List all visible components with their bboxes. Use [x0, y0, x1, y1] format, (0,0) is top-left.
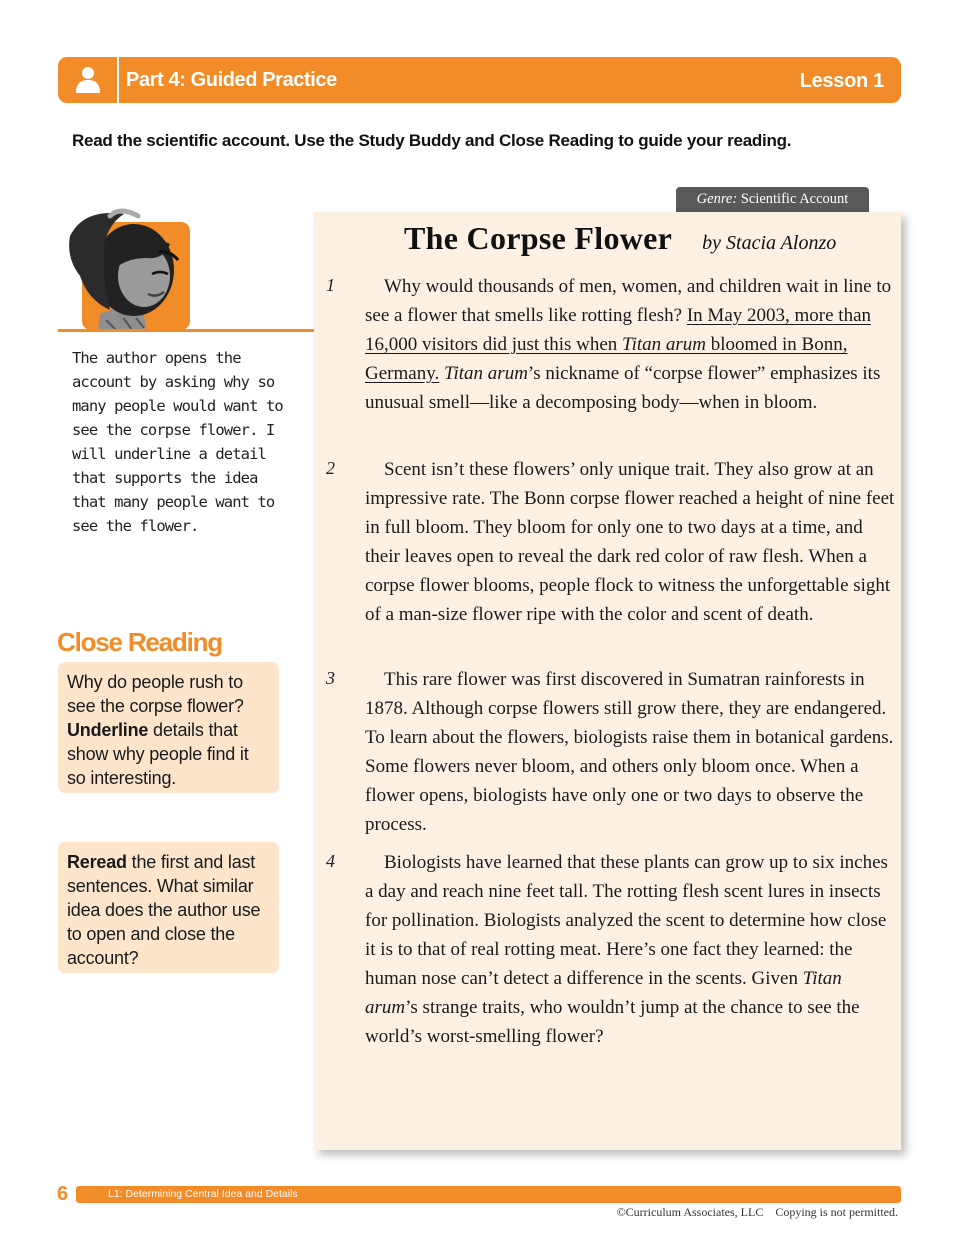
cr1-text-a: Why do people rush to see the corpse flower? [67, 672, 244, 716]
footer-label: L1: Determining Central Idea and Details [108, 1188, 298, 1200]
p1-text-c: ’s nickname of “corpse flower” emphasizes its unusual smell—like a decomposing body—when in bloom. [365, 363, 881, 413]
paragraph-number: 3 [326, 668, 335, 688]
study-buddy-rule [58, 329, 314, 332]
paragraph-4 [365, 848, 895, 1051]
cr1-text-b: details that show why people find it so interesting. [67, 720, 249, 788]
cr2-bold: Reread [67, 852, 127, 872]
close-reading-box-2 [58, 842, 279, 973]
footer-bar [76, 1186, 901, 1203]
instruction-text: Read the scientific account. Use the Study Buddy and Close Reading to guide your reading. [72, 131, 792, 150]
p4-italic: Titan arum [365, 968, 842, 1018]
p1-italic: Titan arum [443, 363, 528, 384]
cr1-bold: Underline [67, 720, 149, 740]
paragraph-number: 2 [326, 458, 335, 478]
part-label: Part 4: Guided Practice [126, 69, 337, 91]
cr2-text: the first and last sentences. What similar idea does the author use to open and close the account? [67, 852, 261, 968]
p4-text-b: ’s strange traits, who wouldn’t jump at the chance to see the world’s worst-smelling flower? [365, 997, 860, 1047]
genre-value: Scientific Account [740, 191, 849, 207]
story-title: The Corpse Flower [404, 220, 673, 256]
lesson-label: Lesson 1 [799, 70, 884, 92]
story-byline: by Stacia Alonzo [702, 232, 837, 254]
paragraph-number: 1 [326, 275, 335, 295]
page-number: 6 [57, 1183, 69, 1205]
story-header [404, 220, 836, 257]
p1-underline-b: bloomed in Bonn, Germany. [365, 334, 848, 384]
genre-prefix: Genre: [696, 191, 738, 207]
p4-text-a: Biologists have learned that these plants can grow up to six inches a day and reach nine feet tall. The rotting flesh scent lures in insects for pollination. Biologists analyzed the scent to determine how close it is to that of real rotting meat. Here’s one fact they learned: the human nose can’t detect a difference in the scents. Given [365, 852, 888, 989]
paragraph-2: Scent isn’t these flowers’ only unique trait. They also grow at an impressive rate. The Bonn corpse flower reached a height of nine feet in full bloom. They bloom for only one to two days at a time, and their leaves open to reveal the dark red color of raw flesh. When a corpse flower blooms, people flock to witness the unforgettable sight of a man-size flower ripe with the color and scent of death. [365, 459, 895, 625]
copyright: ©Curriculum Associates, LLC Copying is not permitted. [616, 1205, 898, 1219]
close-reading-box-1 [58, 662, 279, 793]
paragraph-number: 4 [326, 851, 335, 871]
p1-underline-a: In May 2003, more than 16,000 visitors did just this when [365, 305, 872, 355]
p1-underline-italic: Titan arum [622, 334, 706, 355]
header-bar [58, 57, 901, 103]
p1-text-a: Why would thousands of men, women, and children wait in line to see a flower that smells like rotting flesh? [365, 276, 892, 326]
close-reading-heading: Close Reading [57, 627, 222, 657]
study-buddy-note: The author opens the account by asking why so many people would want to see the corpse flower. I will underline a detail that supports the idea that many people want to see the flower. [72, 349, 283, 535]
header-divider [117, 57, 119, 103]
person-icon [75, 66, 101, 94]
paragraph-3: This rare flower was first discovered in Sumatran rainforests in 1878. Although corpse flowers still grow there, they are endangered. To learn about the flowers, biologists raise them in botanical gardens. Some flowers never bloom, and others only bloom once. When a flower opens, biologists have only one or two days to observe the process. [365, 669, 894, 835]
study-buddy-avatar [58, 202, 193, 332]
genre-tag [676, 187, 869, 212]
paragraph-1 [365, 272, 895, 417]
